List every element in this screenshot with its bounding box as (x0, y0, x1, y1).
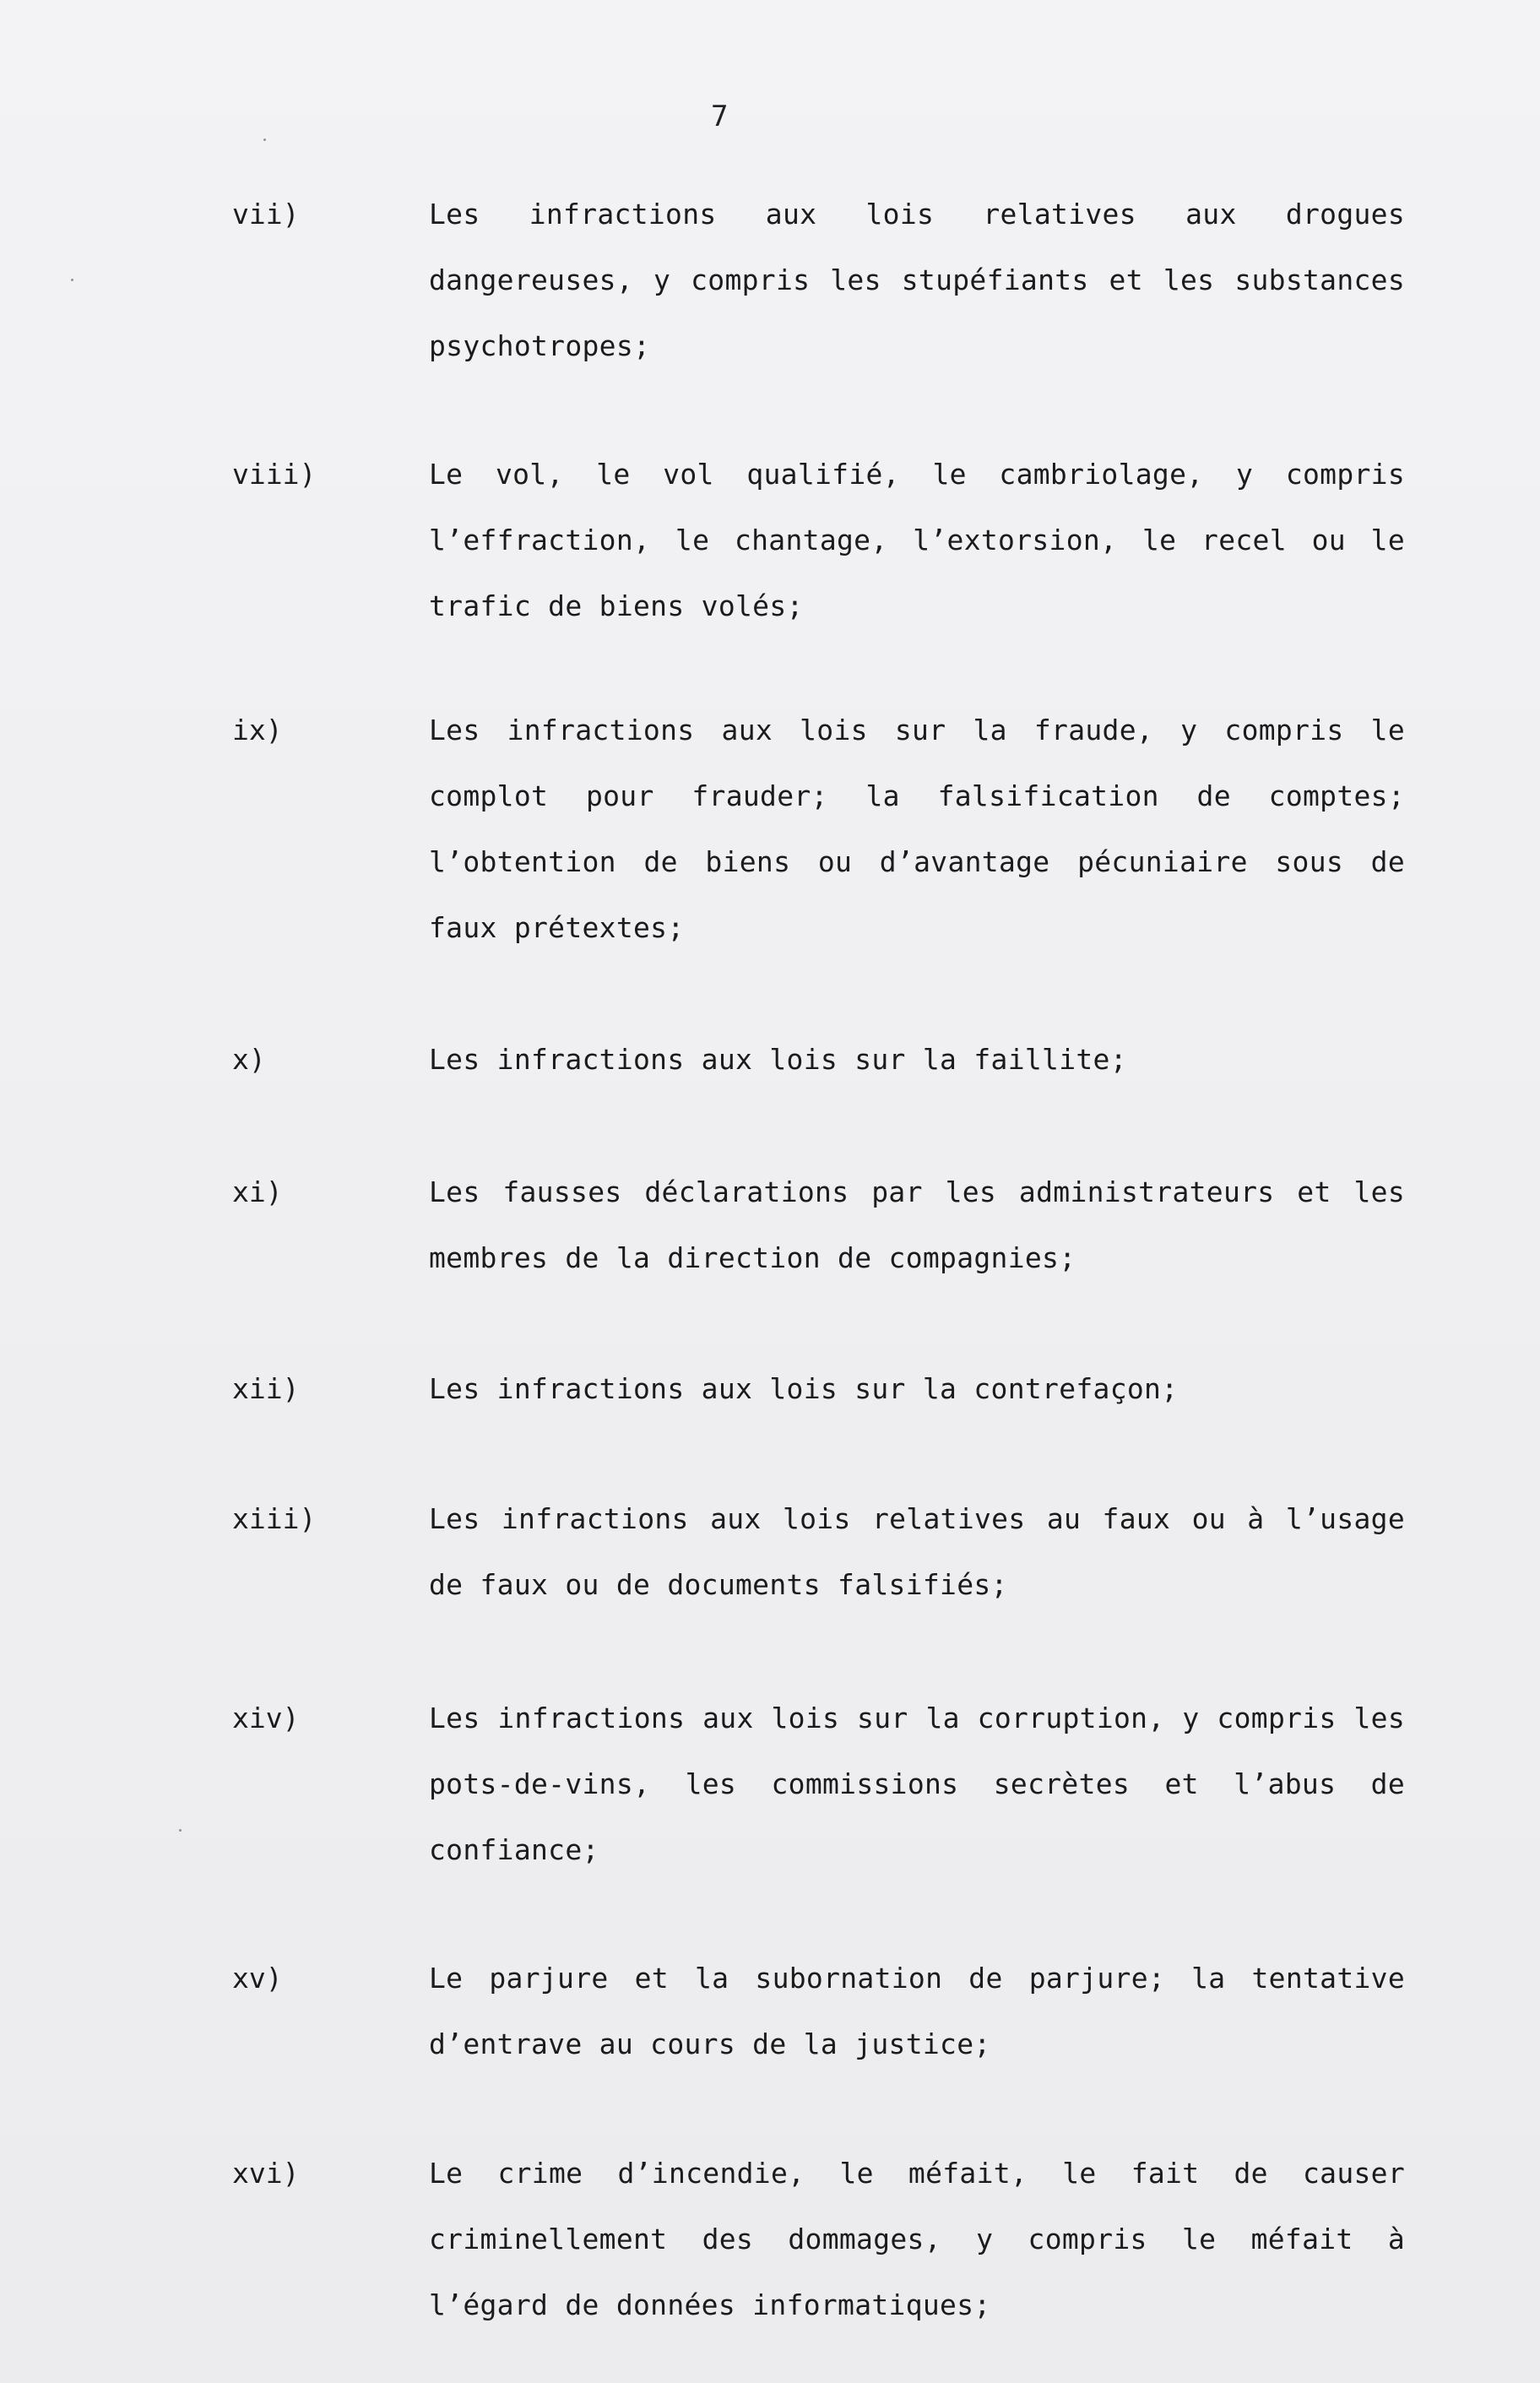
item-number: xi) (232, 1175, 283, 1208)
item-text: Les infractions aux lois relatives au faux ou à l’usage de faux ou de documents falsifiés; (429, 1502, 1405, 1601)
scan-speck (71, 279, 73, 281)
item-number: xii) (232, 1372, 300, 1405)
item-text: Les infractions aux lois sur la corruption, y compris les pots-de-vins, les commissions secrètes et l’abus de confiance; (429, 1702, 1405, 1866)
item-text: Le parjure et la subornation de parjure; la tentative d’entrave au cours de la justice; (429, 1962, 1405, 2060)
item-number: xiii) (232, 1502, 317, 1535)
item-number: vii) (232, 198, 300, 231)
item-text: Le vol, le vol qualifié, le cambriolage, y compris l’effraction, le chantage, l’extorsion, le recel ou le trafic de biens volés; (429, 458, 1405, 622)
page-number: 7 (711, 100, 729, 133)
item-number: viii) (232, 458, 317, 491)
item-text: Le crime d’incendie, le méfait, le fait de causer criminellement des dommages, y compris le méfait à l’égard de données informatiques; (429, 2157, 1405, 2321)
item-text: Les infractions aux lois sur la contrefaçon; (429, 1372, 1179, 1405)
item-text: Les infractions aux lois sur la faillite; (429, 1043, 1127, 1076)
item-number: xv) (232, 1962, 283, 1995)
item-number: xvi) (232, 2157, 300, 2190)
item-number: x) (232, 1043, 266, 1076)
item-text: Les fausses déclarations par les administrateurs et les membres de la direction de compagnies; (429, 1175, 1405, 1274)
scan-speck (179, 1829, 182, 1832)
item-number: xiv) (232, 1702, 300, 1734)
scan-speck (263, 138, 266, 141)
item-number: ix) (232, 714, 283, 746)
item-text: Les infractions aux lois relatives aux drogues dangereuses, y compris les stupéfiants et les substances psychotropes; (429, 198, 1405, 362)
item-text: Les infractions aux lois sur la fraude, y compris le complot pour frauder; la falsification de comptes; l’obtention de biens ou d’avantage pécuniaire sous de faux prétextes; (429, 714, 1405, 944)
